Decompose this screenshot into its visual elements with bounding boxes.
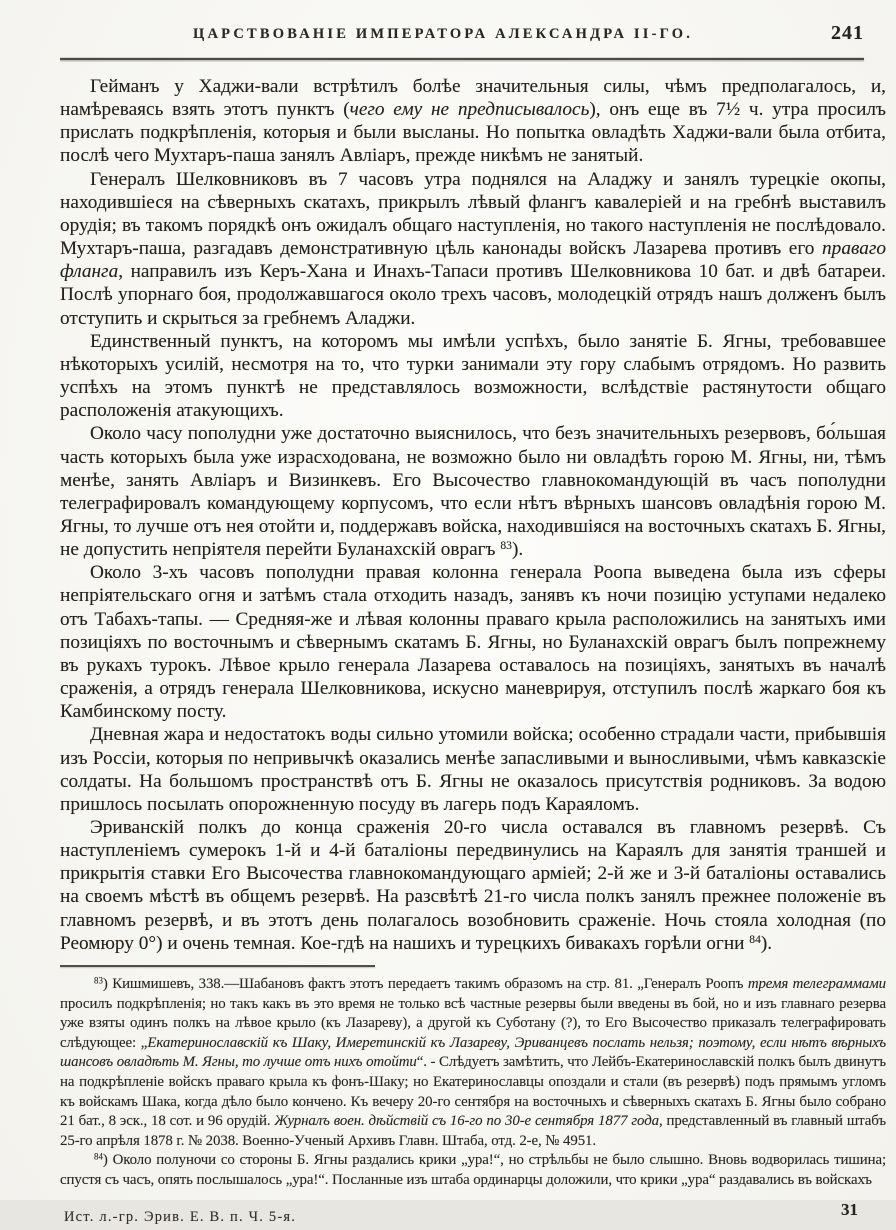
footnote-ref: 84: [94, 1151, 103, 1162]
italic-run: Екатеринославскій къ Шаку, Имеретинскій къ Лазареву, Эриванцевъ послать нельзя; поэтому, если нѣтъ вѣрныхъ шансовъ овладѣть М. Ягны, то лучше отъ нихъ отойти: [60, 1034, 886, 1071]
text-run: ).: [511, 539, 524, 561]
text-run: просилъ подкрѣпленія; но такъ какъ въ это время не только всѣ частные резервы были введены въ бой, но и изъ главнаго резерва уже взяты одинъ полкъ на лѣвое крыло (къ Лазареву), а другой къ Суботану (?), то Его Высочество приказалъ телеграфировать слѣдующее: „: [60, 995, 886, 1051]
text-run: Дневная жара и недостатокъ воды сильно утомили войска; особенно страдали части, прибывшія изъ Россіи, которыя по непривычкѣ оказались менѣе запасливыми и выносливыми, чѣмъ кавказскіе солдаты. На большомъ пространствѣ отъ Б. Ягны не оказалось присутствія родниковъ. За водою пришлось посылать опорожненную посуду въ лагерь подъ Караяломъ.: [60, 724, 886, 815]
footnote-ref: 84: [749, 933, 761, 946]
page-footer: [60, 1200, 886, 1230]
text-run: “. - Слѣдуетъ замѣтить, что Лейбъ-Екатеринославскій полкъ былъ двинутъ на подкрѣпленіе войскъ праваго крыла къ фонъ-Шаку; но Екатеринославцы опоздали и стали (въ резервѣ) подъ прямымъ угломъ къ войскамъ Шака, когда дѣло было кончено. Къ вечеру 20-го сентября на восточныхъ и сѣверныхъ скатахъ Б. Ягны было собрано 21 бат., 8 эск., 18 сот. и 96 орудій.: [60, 1054, 886, 1130]
text-run: ) Около полуночи со стороны Б. Ягны раздались крики „ура!“, но стрѣльбы не было слышно. Вновь водворилась тишина; спустя съ часъ, опять послышалось „ура!“. Посланные изъ штаба ординарцы доложили, что крики „ура“ раздавались въ войскахъ: [60, 1152, 886, 1188]
header-rule: [60, 58, 864, 60]
italic-run: чего ему не предписывалось: [349, 99, 590, 121]
footnote-ref: 83: [94, 975, 103, 986]
paragraph: [60, 75, 886, 168]
text-run: Гейманъ у Хаджи-вали встрѣтилъ болѣе значительныя силы, чѣмъ предполагалось, и, намѣреваясь взять этотъ пунктъ (: [60, 76, 886, 121]
text-run: Эриванскій полкъ до конца сраженія 20-го числа оставался въ главномъ резервѣ. Съ наступленіемъ сумерокъ 1-й и 4-й баталіоны передвинулись на Караялъ для занятія траншей и прикрытія ставки Его Высочества главнокомандующаго арміей; 2-й же и 3-й баталіоны оставались на своемъ мѣстѣ въ общемъ резервѣ. На разсвѣтѣ 21-го числа полкъ занялъ прежнее положеніе въ главномъ резервѣ, и въ этотъ день полагалось возобновить сраженіе. Ночь стояла холодная (по Реомюру 0°) и очень темная. Кое-гдѣ на нашихъ и турецкихъ бивакахъ горѣли огни: [60, 817, 886, 954]
text-run: ), онъ еще въ 7½ ч. утра просилъ прислать подкрѣпленія, которыя и были высланы. Но попытка овладѣть Хаджи-вали была отбита, послѣ чего Мухтаръ-паша занялъ Авліаръ, прежде никѣмъ не занятый.: [60, 99, 886, 167]
footnote-separator: [60, 965, 375, 967]
paragraph: [60, 168, 886, 330]
text-run: ) Кишмишевъ, 338.—Шабановъ фактъ этотъ передаетъ такимъ образомъ на стр. 81. „Генералъ Роопъ: [102, 975, 748, 992]
footer-signature: Ист. л.-гр. Эрив. Е. В. п. Ч. 5-я.: [64, 1209, 297, 1226]
paragraph: [60, 816, 886, 955]
text-run: Единственный пунктъ, на которомъ мы имѣли успѣхъ, было занятіе Б. Ягны, требовавшее нѣкоторыхъ усилій, несмотря на то, что турки занимали эту гору слабымъ отрядомъ. Но развить успѣхъ на этомъ пунктѣ не представлялось возможности, вслѣдствіе растянутости общаго расположенія атакующихъ.: [60, 330, 886, 422]
footnote-ref: 83: [500, 539, 512, 553]
text-run: Около часу пополудни уже достаточно выяснилось, что безъ значительныхъ резервовъ, бо́льшая часть которыхъ была уже израсходована, не возможно было ни овладѣть горою М. Ягны, ни, тѣмъ менѣе, занять Авліаръ и Визинкевъ. Его Высочество главнокомандующій въ часъ пополудни телеграфировалъ командующему корпусомъ, что если нѣтъ вѣрныхъ шансовъ овладѣнія горою М. Ягны, то лучше отъ нея отойти и, поддержавъ войска, находившіяся на восточныхъ скатахъ Б. Ягны, не допустить непріятеля перейти Буланахскій оврагъ: [60, 423, 886, 561]
text-run: Генералъ Шелковниковъ въ 7 часовъ утра поднялся на Аладжу и занялъ турецкіе окопы, находившіеся на сѣверныхъ скатахъ, прикрылъ лѣвый флангъ кавалеріей и на гребнѣ выставилъ орудія; въ такомъ порядкѣ онъ ожидалъ общаго наступленія, но такого наступленія не послѣдовало. Мухтаръ-паша, разгадавъ демонстративную цѣль канонады войскъ Лазарева противъ его: [60, 168, 886, 260]
footnote: [60, 975, 886, 1151]
text-run: , представленный въ главный штабъ 25-го апрѣля 1878 г. № 2038. Военно-Ученый Архивъ Главн. Штаба, отд. 2-е, № 4951.: [60, 1113, 886, 1149]
page-header: [60, 22, 886, 48]
body-text: [60, 75, 886, 955]
italic-run: тремя телеграммами: [747, 975, 886, 992]
text-run: ).: [760, 932, 773, 954]
sheet-number: 31: [841, 1200, 858, 1220]
paragraph: [60, 330, 886, 423]
footnote: [60, 1151, 886, 1190]
italic-run: Журналъ воен. дѣйствій съ 16-го по 30-е сентября 1877 года: [274, 1113, 659, 1130]
text-run: , направилъ изъ Керъ-Хана и Инахъ-Тапаси противъ Шелковникова 10 бат. и двѣ батареи. Послѣ упорнаго боя, продолжавшагося около трехъ часовъ, молодецкій отрядъ нашъ долженъ былъ отступить и скрыться за гребнемъ Аладжи.: [60, 261, 886, 329]
page-header-title: ЦАРСТВОВАНІЕ ИМПЕРАТОРА АЛЕКСАНДРА ІІ-ГО.: [192, 26, 694, 42]
footnotes: [60, 975, 886, 1191]
paragraph: [60, 422, 886, 561]
paragraph: [60, 723, 886, 816]
page-number: 241: [831, 22, 864, 44]
text-run: Около 3-хъ часовъ пополудни правая колонна генерала Роопа выведена была изъ сферы непріятельскаго огня и затѣмъ стала отходить назадъ, занявъ къ ночи позицію уступами недалеко отъ Табахъ-тапы. — Средняя-же и лѣвая колонны праваго крыла расположились на занятыхъ ими позиціяхъ по восточнымъ и сѣвернымъ скатамъ Б. Ягны, но Буланахскій оврагъ былъ попрежнему въ рукахъ турокъ. Лѣвое крыло генерала Лазарева оставалось на позиціяхъ, занятыхъ въ началѣ сраженія, а отрядъ генерала Шелковникова, искусно маневрируя, отступилъ послѣ жаркаго боя къ Камбинскому посту.: [60, 562, 886, 723]
paragraph: [60, 561, 886, 723]
italic-run: праваго фланга: [60, 238, 886, 283]
